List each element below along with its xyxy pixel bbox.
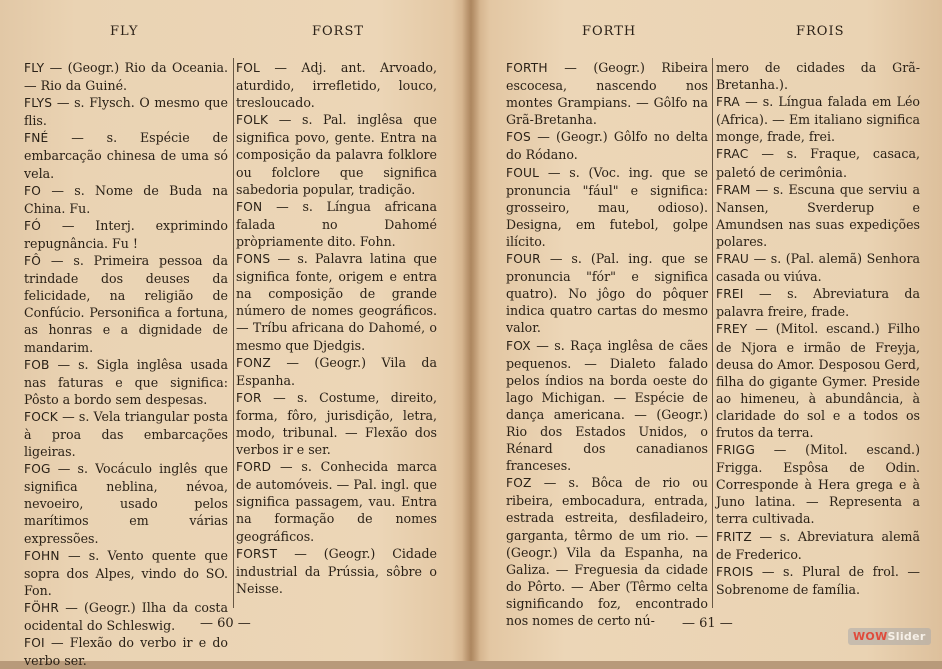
dictionary-entry xyxy=(236,59,437,111)
right-page-guide-word-first: FORTH xyxy=(582,24,637,39)
dictionary-entry xyxy=(236,545,437,597)
entry-definition: — (Mitol. escand.) Frigga. Espôsa de Odin. Corresponde à Hera grega e à Juno latina. — Representa a terra cultivada. xyxy=(716,442,920,527)
entry-definition: — s. Vela triangular posta à proa das embarcações ligeiras. xyxy=(24,408,228,460)
entry-definition: — Interj. exprimindo repugnância. Fu ! xyxy=(24,217,228,251)
entry-headword: FOHN xyxy=(24,548,60,563)
entry-headword: FRIGG xyxy=(716,443,755,458)
entry-headword: FÓ xyxy=(24,218,42,233)
left-page xyxy=(0,0,466,669)
dictionary-entry xyxy=(716,181,920,250)
watermark-suffix: Slider xyxy=(887,630,926,643)
right-page-column-1 xyxy=(506,59,708,629)
column-divider xyxy=(233,58,234,608)
left-page-column-1 xyxy=(24,59,228,669)
entry-definition: — s. Conhecida marca de automóveis. — Pal. ingl. que significa passagem, vau. Entra na formação de nomes geográficos. xyxy=(236,459,437,544)
entry-headword: FOS xyxy=(506,130,531,145)
entry-headword: FOCK xyxy=(24,409,58,424)
entry-headword: FÔ xyxy=(24,254,42,269)
left-page-column-2 xyxy=(236,59,437,597)
entry-definition: — (Geogr.) Gôlfo no delta do Ródano. xyxy=(506,129,708,163)
entry-headword: FROIS xyxy=(716,564,754,579)
entry-headword: FORD xyxy=(236,460,272,475)
entry-definition: — (Geogr.) Ilha da costa ocidental do Schleswig. xyxy=(24,599,228,633)
entry-definition: — (Geogr.) Rio da Oceania. — Rio da Guiné. xyxy=(24,60,228,94)
entry-headword: FÖHR xyxy=(24,600,60,615)
entry-definition: — s. Plural de frol. — Sobrenome de família. xyxy=(716,563,920,597)
right-page-guide-word-last: FROIS xyxy=(796,24,845,39)
column-divider xyxy=(712,58,713,608)
dictionary-entry xyxy=(506,128,708,163)
entry-definition: — Flexão do verbo ir e do verbo ser. xyxy=(24,635,228,669)
entry-definition: — s. Espécie de embarcação chinesa de uma só vela. xyxy=(24,130,228,181)
entry-definition: — s. Bôca de rio ou ribeira, embocadura, entrada, estrada estreita, desfiladeiro, garganta, têrmo de um rio. — (Geogr.) Vila da Espanha, na Galiza. — Freguesia da cidade do Pôrto. — Aber (Têrmo celta significando foz, encontrado nos nomes de certo nú- xyxy=(506,475,709,628)
dictionary-entry xyxy=(716,441,920,527)
right-page xyxy=(476,0,942,661)
dictionary-entry xyxy=(716,320,920,441)
entry-definition: — s. Vocáculo inglês que significa neblina, névoa, nevoeiro, usado pelos marítimos em várias expressões. xyxy=(24,461,228,546)
entry-definition: — s. Abreviatura alemã de Frederico. xyxy=(716,528,920,562)
entry-headword: FOUR xyxy=(506,252,541,267)
entry-headword: FONZ xyxy=(236,355,271,370)
dictionary-entry xyxy=(506,474,708,629)
entry-definition: — s. Nome de Buda na China. Fu. xyxy=(24,182,228,216)
entry-headword: FRITZ xyxy=(716,529,752,544)
dictionary-entry xyxy=(716,145,920,180)
left-page-guide-word-first: FLY xyxy=(110,24,139,39)
entry-definition: — s. Flysch. O mesmo que flis. xyxy=(24,95,228,129)
entry-definition: — s. Costume, direito, forma, fôro, jurisdição, letra, modo, tribunal. — Flexão dos verbos ir e ser. xyxy=(236,389,437,458)
entry-definition: — s. Pal. inglêsa que significa povo, gente. Entra na composição da palavra folklore ou folclore que significa sabedoria popular, tradição. xyxy=(236,112,437,197)
dictionary-entry xyxy=(506,59,708,128)
dictionary-entry xyxy=(24,252,228,356)
dictionary-entry xyxy=(716,59,920,93)
entry-headword: FREI xyxy=(716,287,744,302)
entry-definition: — s. Vento quente que sopra dos Alpes, vindo do SO. Fon. xyxy=(24,547,228,598)
entry-definition: — s. Palavra latina que significa fonte, origem e entra na composição de grande número de nomes geográficos.— Tríbu africana do Dahomé, o mesmo que Djedgis. xyxy=(236,251,437,353)
entry-definition: — s. Abreviatura da palavra freire, frade. xyxy=(716,286,920,320)
entry-definition: — s. Escuna que serviu a Nansen, Sverderup e Amundsen nas suas expedições polares. xyxy=(716,181,920,249)
entry-headword: FRAU xyxy=(716,252,750,267)
watermark xyxy=(848,628,931,645)
dictionary-entry xyxy=(236,458,437,544)
entry-headword: FOZ xyxy=(506,476,532,491)
dictionary-entry xyxy=(24,547,228,599)
entry-definition: — s. (Pal. ing. que se pronuncia "fór" e significa quatro). No jôgo do pôquer indica quatro cartas do mesmo valor. xyxy=(506,251,708,336)
dictionary-entry xyxy=(24,408,228,460)
entry-headword: FONS xyxy=(236,252,271,267)
entry-headword: FORST xyxy=(236,546,278,561)
entry-headword: FLYS xyxy=(24,96,53,111)
entry-definition: — s. Primeira pessoa da trindade dos deuses da felicidade, na religião de Confúcio. Personifica a fortuna, as honras e a dignidade de mandarim. xyxy=(24,253,228,355)
entry-headword: FOL xyxy=(236,61,260,75)
dictionary-entry xyxy=(506,164,708,250)
entry-definition: — s. Sigla inglêsa usada nas faturas e que significa: Pôsto a bordo sem despesas. xyxy=(24,356,228,407)
left-page-guide-word-last: FORST xyxy=(312,24,365,39)
dictionary-entry xyxy=(24,217,228,252)
entry-definition: — s. Língua africana falada no Dahomé pròpriamente dito. Fohn. xyxy=(236,198,437,249)
entry-definition: — s. (Voc. ing. que se pronuncia "fául" e significa: grosseiro, mau, odioso). Designa, em futebol, golpe ilícito. xyxy=(506,164,708,249)
dictionary-entry xyxy=(24,460,228,546)
entry-headword: FRA xyxy=(716,95,740,110)
dictionary-entry xyxy=(716,250,920,285)
entry-headword: FRAC xyxy=(716,147,749,162)
entry-definition: mero de cidades da Grã-Bretanha.). xyxy=(716,60,920,93)
dictionary-entry xyxy=(506,337,708,475)
entry-headword: FNÉ xyxy=(24,131,49,146)
dictionary-entry xyxy=(506,250,708,336)
entry-definition: — (Geogr.) Vila da Espanha. xyxy=(236,354,437,388)
dictionary-entry xyxy=(236,389,437,458)
entry-headword: FRAM xyxy=(716,182,751,197)
entry-headword: FOUL xyxy=(506,165,540,180)
entry-headword: FOR xyxy=(236,390,262,405)
dictionary-entry xyxy=(716,528,920,563)
right-page-column-2 xyxy=(716,59,920,598)
dictionary-entry xyxy=(24,182,228,217)
entry-headword: FOLK xyxy=(236,113,269,128)
entry-headword: FREY xyxy=(716,322,748,337)
entry-definition: — (Geogr.) Cidade industrial da Prússia, sôbre o Neisse. xyxy=(236,545,437,596)
dictionary-entry xyxy=(236,250,437,354)
entry-headword: FOB xyxy=(24,357,50,372)
watermark-prefix: WOW xyxy=(853,630,888,643)
dictionary-entry xyxy=(24,599,228,634)
dictionary-entry xyxy=(24,634,228,669)
entry-headword: FOI xyxy=(24,636,45,651)
entry-definition: — s. Fraque, casaca, paletó de cerimônia. xyxy=(716,146,920,180)
entry-definition: — (Mitol. escand.) Filho de Njora e irmão de Freyja, deusa do Amor. Desposou Gerd, filha do gigante Gymer. Preside ao himeneu, à abundância, à claridade do sol e a todos os frutos da terra. xyxy=(716,321,920,440)
entry-definition: — s. Língua falada em Léo (Africa). — Em italiano significa monge, frade, frei. xyxy=(716,94,921,145)
entry-definition: — Adj. ant. Arvoado, aturdido, irrefletido, louco, tresloucado. xyxy=(236,60,437,111)
dictionary-entry xyxy=(24,356,228,408)
entry-definition: — s. Raça inglêsa de cães pequenos. — Dialeto falado pelos índios na borda oeste do lago Michigan. — Espécie de dança americana. — (Geogr.) Rio dos Estados Unidos, o Rénard dos canadianos franceses. xyxy=(506,337,708,474)
entry-definition: — (Geogr.) Ribeira escocesa, nascendo nos montes Grampians. — Gôlfo na Grã-Bretanha. xyxy=(506,60,708,128)
page-number-60: — 60 — xyxy=(200,616,251,631)
entry-headword: FOX xyxy=(506,338,531,353)
dictionary-entry xyxy=(716,563,920,598)
dictionary-entry xyxy=(24,59,228,94)
page-number-61: — 61 — xyxy=(682,616,733,631)
entry-definition: — s. (Pal. alemã) Senhora casada ou viúva. xyxy=(716,251,920,285)
entry-headword: FLY xyxy=(24,61,45,75)
dictionary-entry xyxy=(716,285,920,320)
entry-headword: FORTH xyxy=(506,61,548,75)
dictionary-entry xyxy=(24,129,228,181)
entry-headword: FOG xyxy=(24,462,51,477)
dictionary-entry xyxy=(236,354,437,389)
dictionary-entry xyxy=(236,198,437,250)
dictionary-entry xyxy=(236,111,437,197)
dictionary-entry xyxy=(716,93,920,145)
dictionary-entry xyxy=(24,94,228,129)
entry-headword: FO xyxy=(24,183,42,198)
entry-headword: FON xyxy=(236,199,263,214)
